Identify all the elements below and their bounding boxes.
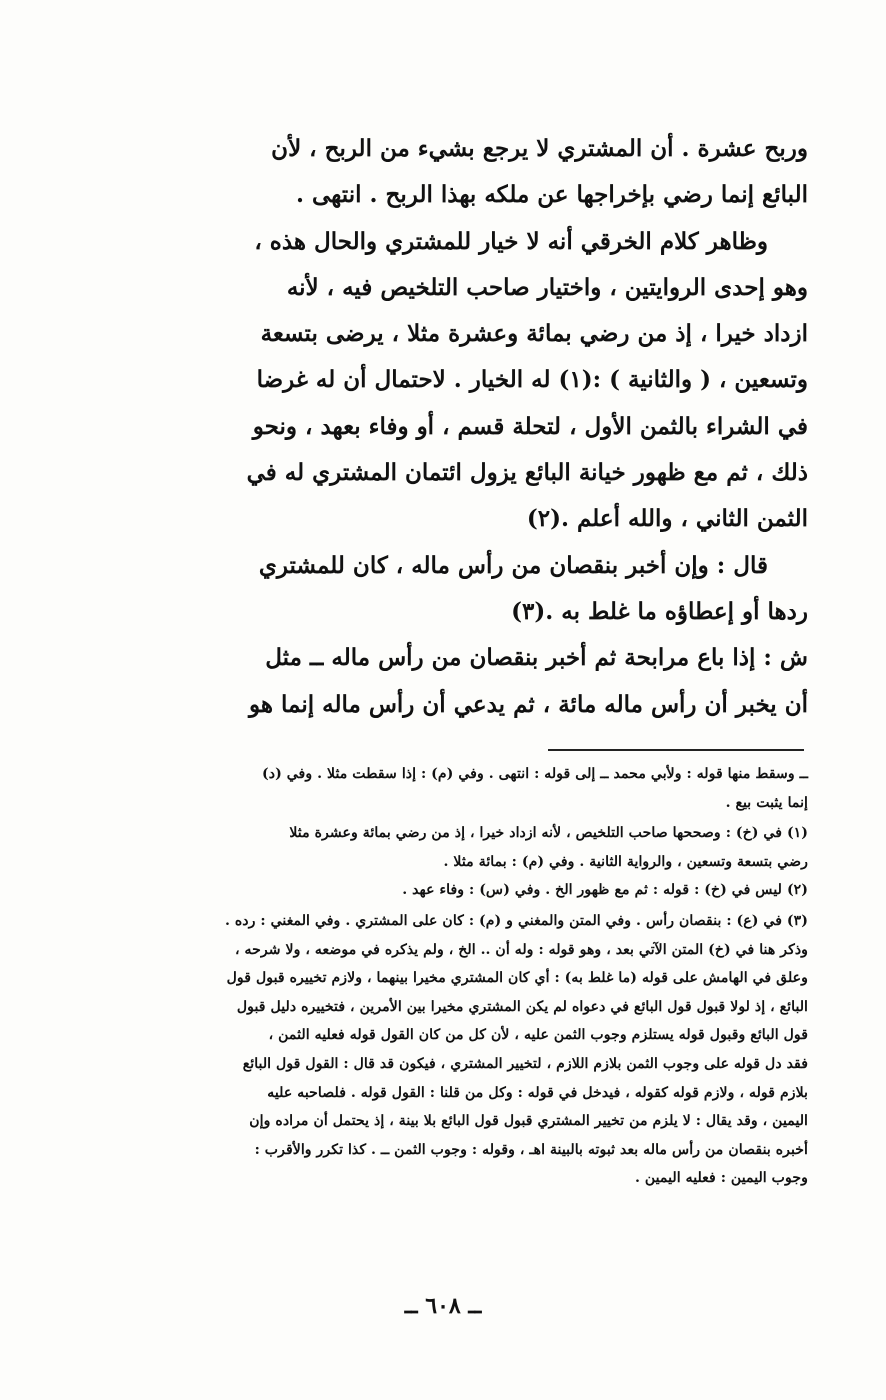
footnote-line: رضي بتسعة وتسعين ، والرواية الثانية . وفي (م) : بمائة مثلا . [443, 853, 808, 870]
footnote-line: اليمين ، وقد يقال : لا يلزم من تخيير المشتري قبول قول البائع بلا بينة ، إذ يحتمل أن مراده وإن [249, 1113, 808, 1130]
footnote-line: وعلق في الهامش على قوله (ما غلط به) : أي كان المشتري مخيرا بينهما ، ولازم تخييره قبول قول [226, 970, 808, 987]
footnote-line: (٣) في (ع) : بنقصان رأس . وفي المتن والمغني و (م) : كان على المشتري . وفي المغني : رده . [224, 912, 808, 929]
footnote-line: بلازم قوله ، ولازم قوله كقوله ، فيدخل في قوله : وكل من قلنا : القول قوله . فلصاحبه عليه [267, 1084, 808, 1101]
main-line: وتسعين ، ( والثانية ) :(١) له الخيار . لاحتمال أن له غرضا [256, 366, 808, 394]
footnote-line: وجوب اليمين : فعليه اليمين . [634, 1170, 808, 1187]
footnote-line: قول البائع وقبول قوله يستلزم وجوب الثمن عليه ، لأن كل من كان القول قوله فعليه الثمن ، [268, 1027, 808, 1044]
main-line: ردها أو إعطاؤه ما غلط به .(٣) [511, 597, 808, 625]
footnote-line: إنما يثبت بيع . [725, 794, 808, 811]
footnote-line: البائع ، إذ لولا قبول قول البائع في دعواه لم يكن المشتري مخيرا بين الأمرين ، فتخييره دليل قبول [236, 998, 808, 1015]
main-line: أن يخبر أن رأس ماله مائة ، ثم يدعي أن رأس ماله إنما هو [249, 690, 808, 718]
main-line: في الشراء بالثمن الأول ، لتحلة قسم ، أو وفاء بعهد ، ونحو [252, 412, 808, 440]
main-line: الثمن الثاني ، والله أعلم .(٢) [526, 505, 808, 533]
footnote-line: وذكر هنا في (خ) المتن الآتي بعد ، وهو قوله : وله أن .. الخ ، ولم يذكره في موضعه ، ولا شرحه ، [234, 941, 808, 958]
main-text [74, 126, 808, 728]
main-line: وربح عشرة . أن المشتري لا يرجع بشيء من الربح ، لأن [271, 135, 808, 162]
main-line: ازداد خيرا ، إذ من رضي بمائة وعشرة مثلا ، يرضى بتسعة [260, 320, 808, 348]
main-line: ذلك ، ثم مع ظهور خيانة البائع يزول ائتمان المشتري له في [246, 459, 808, 487]
footnotes [78, 760, 808, 1193]
footnote-line: فقد دل قوله على وجوب الثمن بلازم اللازم ، لتخيير المشتري ، فيكون قد قال : القول قول البائع [242, 1055, 808, 1072]
main-line: البائع إنما رضي بإخراجها عن ملكه بهذا الربح . انتهى . [295, 181, 808, 209]
page-number: ــ ٦٠٨ ــ [404, 1293, 482, 1319]
main-line: قال : وإن أخبر بنقصان من رأس ماله ، كان للمشتري [258, 551, 768, 579]
footnote-line: (١) في (خ) : وصححها صاحب التلخيص ، لأنه ازداد خيرا ، إذ من رضي بمائة وعشرة مثلا [289, 825, 808, 842]
main-line: ش : إذا باع مرابحة ثم أخبر بنقصان من رأس ماله ــ مثل [265, 644, 808, 672]
footnote-divider [548, 749, 804, 751]
main-line: وهو إحدى الروايتين ، واختيار صاحب التلخيص فيه ، لأنه [286, 273, 808, 301]
footnote-line: أخبره بنقصان من رأس ماله بعد ثبوته بالبينة اهـ ، وقوله : وجوب الثمن ــ . كذا تكرر والأقرب : [254, 1141, 808, 1158]
main-line: وظاهر كلام الخرقي أنه لا خيار للمشتري والحال هذه ، [254, 227, 768, 255]
footnote-line: (٢) ليس في (خ) : قوله : ثم مع ظهور الخ . وفي (س) : وفاء عهد . [402, 882, 808, 899]
footnote-line: ــ وسقط منها قوله : ولأبي محمد ــ إلى قوله : انتهى . وفي (م) : إذا سقطت مثلا . وفي (د) [262, 766, 808, 782]
